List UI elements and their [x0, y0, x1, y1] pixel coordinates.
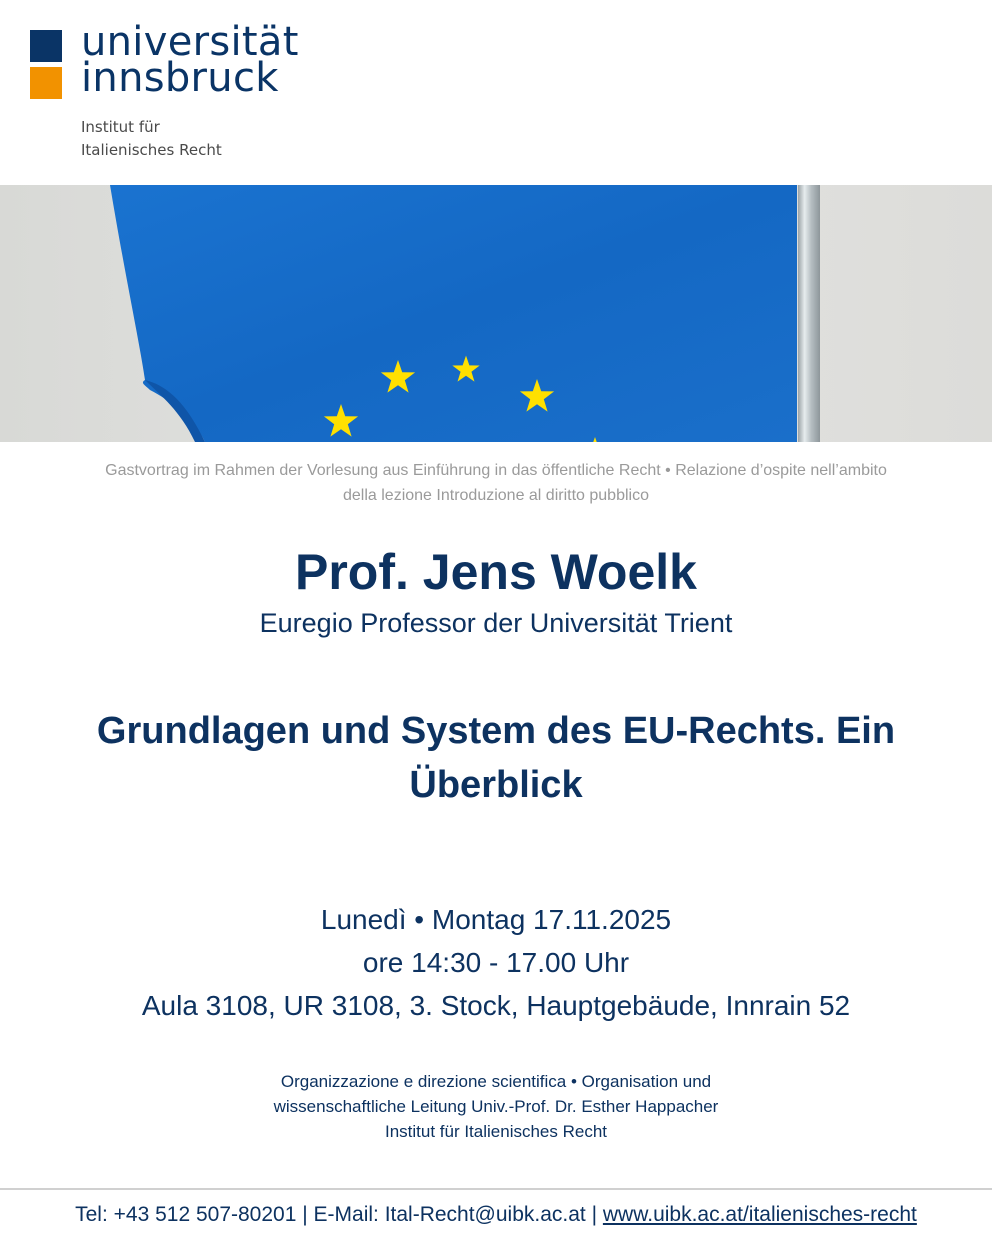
eu-flag-icon: [0, 185, 992, 442]
speaker-name: Prof. Jens Woelk: [295, 544, 697, 600]
organization-line-2: wissenschaftliche Leitung Univ.-Prof. Dr. Esther Happacher: [273, 1097, 719, 1116]
logo-blue-square: [30, 30, 62, 62]
organization-info: [0, 1069, 992, 1144]
talk-title-line-2: Überblick: [409, 764, 583, 806]
contact-footer: [0, 1200, 992, 1230]
flagpole: [798, 185, 820, 442]
event-location: Aula 3108, UR 3108, 3. Stock, Hauptgebäude, Innrain 52: [141, 990, 851, 1021]
speaker-role: Euregio Professor der Universität Trient: [259, 608, 733, 638]
event-date: Lunedì • Montag 17.11.2025: [320, 904, 672, 935]
organization-line-3: Institut für Italienisches Recht: [384, 1122, 608, 1141]
institute-line-2: Italienisches Recht: [81, 141, 222, 159]
event-details: [0, 898, 992, 1027]
footer-divider: [0, 1188, 992, 1190]
institute-line-1: Institut für: [81, 118, 160, 136]
talk-title-line-1: Grundlagen und System des EU-Rechts. Ein: [96, 710, 896, 752]
subtitle-line-1: Gastvortrag im Rahmen der Vorlesung aus Einführung in das öffentliche Recht • Relazione d’ospite nell’ambito: [105, 462, 887, 479]
event-time: ore 14:30 - 17.00 Uhr: [362, 947, 630, 978]
talk-title: [40, 704, 952, 812]
subtitle-line-2: della lezione Introduzione al diritto pubblico: [343, 487, 649, 504]
event-context-subtitle: [0, 458, 992, 508]
organization-line-1: Organizzazione e direzione scientifica • Organisation und: [280, 1072, 712, 1091]
logo-text-universitaet: universität: [81, 19, 299, 65]
institute-name: [81, 116, 222, 162]
logo-text-innsbruck: innsbruck: [81, 55, 279, 101]
logo-orange-square: [30, 67, 62, 99]
eu-flag-image: [0, 185, 992, 442]
contact-info: Tel: +43 512 507-80201 | E-Mail: Ital-Recht@uibk.ac.at |: [75, 1203, 603, 1226]
website-link[interactable]: www.uibk.ac.at/italienisches-recht: [602, 1203, 917, 1226]
